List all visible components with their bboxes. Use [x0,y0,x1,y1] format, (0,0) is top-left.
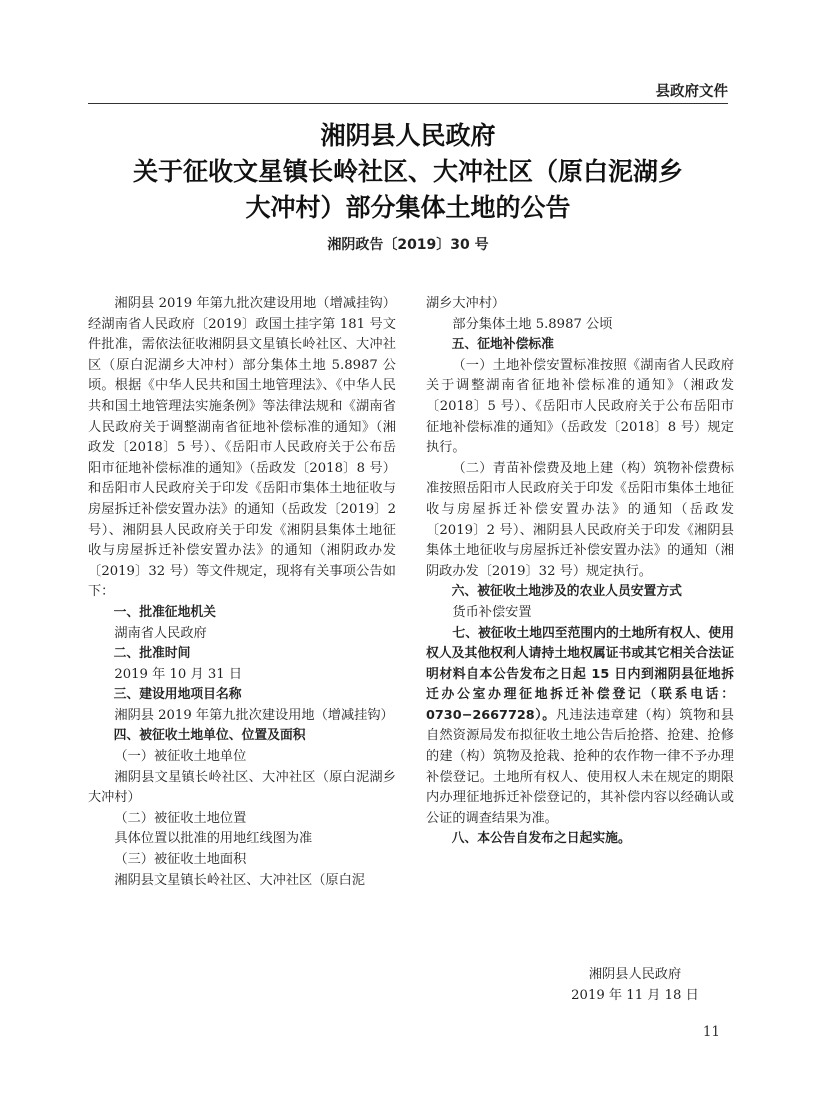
issue-date: 2019 年 11 月 18 日 [571,988,699,1003]
right-column [426,294,734,850]
section-6-heading: 六、被征收土地涉及的农业人员安置方式 [451,584,682,600]
document-number: 湘阴政告〔2019〕30 号 [327,237,489,253]
signature-block [560,964,710,1006]
section-3-body: 湘阴县 2019 年第九批次建设用地（增减挂钩） [114,707,394,723]
section-7-heading: 七、被征收土地四至范围内的土地所有权人、使用权人及其他权利人请持土地权属证书或其它相关合法证明材料自本公告发布之日起 15 日内到湘阴县征地拆迁办公室办理征地拆迁补偿登记（联系电话：0730−2667728）。 [426,625,734,723]
section-4-sub-2: （二）被征收土地位置 [114,810,247,826]
section-4-sub-2-body: 具体位置以批准的用地红线图为准 [114,831,313,847]
section-6-body: 货币补偿安置 [452,604,532,620]
issuer-name: 湘阴县人民政府 [588,967,682,982]
section-4-sub-1: （一）被征收土地单位 [114,749,247,765]
section-label: 县政府文件 [655,84,728,100]
section-7-body: 凡违法违章建（构）筑物和县自然资源局发布拟征收土地公告后抢搭、抢建、抢修的建（构）筑物及抢栽、抢种的农作物一律不予办理补偿登记。土地所有权人、使用权人未在规定的期限内办理征地拆迁补偿登记的，其补偿内容以经确认或公证的调查结果为准。 [426,707,734,826]
section-5-paragraph-2: （二）青苗补偿费及地上建（构）筑物补偿费标准按照岳阳市人民政府关于印发《岳阳市集体土地征收与房屋拆迁补偿安置办法》的通知（岳政发〔2019〕2 号）、湘阴县人民政府关于印发《湘阴县集体土地征收与房屋拆迁补偿安置办法》的通知（湘阴政办发〔2019〕32 号）规定执行。 [426,460,734,579]
page-number: 11 [702,1024,720,1040]
section-4-sub-1-body: 湘阴县文星镇长岭社区、大冲社区（原白泥湖乡大冲村） [88,769,396,806]
document-title [88,118,728,226]
section-4-heading: 四、被征收土地单位、位置及面积 [113,728,306,744]
section-1-body: 湖南省人民政府 [114,625,207,641]
section-2-heading: 二、批准时间 [113,646,191,662]
section-8-heading: 八、本公告自发布之日起实施。 [451,831,631,847]
title-line-1: 湘阴县人民政府 [320,121,496,150]
title-line-2: 关于征收文星镇长岭社区、大冲社区（原白泥湖乡 [132,157,683,186]
title-line-3: 大冲村）部分集体土地的公告 [245,193,571,222]
section-4-sub-3: （三）被征收土地面积 [114,852,247,868]
left-column [88,294,396,891]
section-7-paragraph [426,624,734,830]
section-5-paragraph-1: （一）土地补偿安置标准按照《湖南省人民政府关于调整湖南省征地补偿标准的通知》（湘政发〔2018〕5 号）、《岳阳市人民政府关于公布岳阳市征地补偿标准的通知》（岳政发〔2018〕8 号）规定执行。 [426,357,734,456]
section-4-sub-3-area: 部分集体土地 5.8987 公顷 [452,316,613,332]
section-2-body: 2019 年 10 月 31 日 [114,666,243,682]
section-4-sub-3-body-start: 湘阴县文星镇长岭社区、大冲社区（原白泥 [114,872,365,888]
intro-paragraph: 湘阴县 2019 年第九批次建设用地（增减挂钩）经湖南省人民政府〔2019〕政国土挂字第 181 号文件批准，需依法征收湘阴县文星镇长岭社区、大冲社区（原白泥湖乡大冲村）部分集体土地 5.8987 公顷。根据《中华人民共和国土地管理法》、《中华人民共和国土地管理法实施条例》等法律法规和《湖南省人民政府关于调整湖南省征地补偿标准的通知》（湘政发〔2018〕5 号）、《岳阳市人民政府关于公布岳阳市征地补偿标准的通知》（岳政发〔2018〕8 号）和岳阳市人民政府关于印发《岳阳市集体土地征收与房屋拆迁补偿安置办法》的通知（岳政发〔2019〕2 号）、湘阴县人民政府关于印发《湘阴县集体土地征收与房屋拆迁补偿安置办法》的通知（湘阴政办发〔2019〕32 号）等文件规定，现将有关事项公告如下： [88,296,396,600]
section-4-sub-3-body-end: 湖乡大冲村） [426,296,506,311]
header-divider [88,103,728,104]
section-5-heading: 五、征地补偿标准 [451,337,554,353]
section-3-heading: 三、建设用地项目名称 [113,687,242,703]
section-1-heading: 一、批准征地机关 [113,604,216,620]
